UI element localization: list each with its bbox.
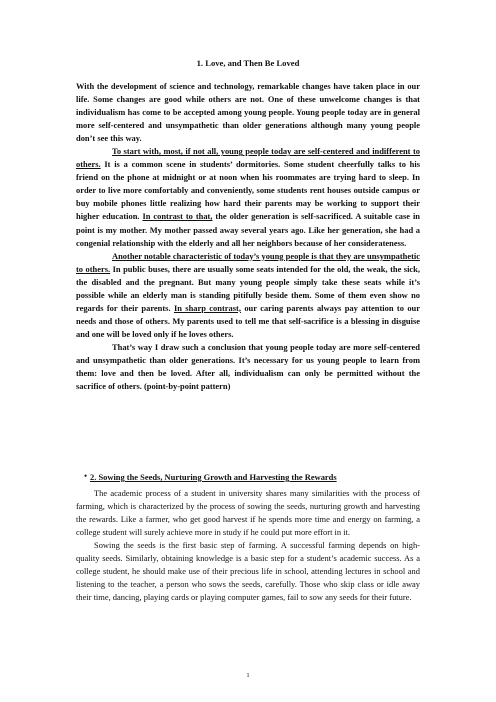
page-number: 1 [246, 672, 250, 679]
section-2-paragraph-1: The academic process of a student in university shares many similarities with the process of farming, which is characterized by the process of sowing the seeds, nurturing growth and harvesting the rewards. Like a farmer, who get good harvest if he spends more time and energy on farming, a college student will surely achieve more in study if he could put more effort in it. [76, 488, 420, 537]
body-paragraph-1 [76, 145, 420, 249]
paragraph-text: It is a common scene in students’ dormitories. Some student cheerfully talks to his friend on the phone at midnight or at noon when his roommates are trying hard to sleep. In order to live more comfortably and conveniently, some students rent houses outside campus or buy mobile phones little realizing how hard their parents may be working to support their higher education. [76, 159, 420, 222]
paragraph-text: our caring parents always pay attention to our needs and those of others. My parents used to tell me that self-sacrifice is a blessing in disguise and one will be loved only if he loves others. [76, 302, 420, 339]
intro-paragraph: With the development of science and technology, remarkable changes have taken place in our life. Some changes are good while others are not. One of these unwelcome changes is that individualism has come to be accepted among young people. Young people today are in general more self-centered and unsympathetic than older generations although many young people don’t see this way. [76, 81, 420, 144]
transition-phrase: In sharp contrast, [173, 302, 241, 313]
essay-body [76, 80, 420, 393]
section-2-body [76, 487, 420, 604]
bullet-icon: • [84, 471, 88, 481]
topic-sentence: Another notable characteristic of today’s young people is that they are unsympathetic to others. [76, 250, 420, 274]
transition-phrase: In contrast to that, [142, 211, 213, 222]
section-heading: 2. Sowing the Seeds, Nurturing Growth and Harvesting the Rewards [90, 472, 337, 482]
section-2-paragraph-2: Sowing the seeds is the first basic step of farming. A successful farming depends on high-quality seeds. Similarly, obtaining knowledge is a basic step for a student’s academic success. As a college student, he should make use of their precious life in school, attending lectures in school and listening to the teacher, a person who sows the seeds, carefully. Those who skip class or idle away their time, dancing, playing cards or playing computer games, fail to sow any seeds for their future. [76, 539, 420, 602]
conclusion-paragraph: That’s way I draw such a conclusion that young people today are more self-centered and unsympathetic than older generations. It’s necessary for us young people to learn from them: love and then be loved. After all, individualism can only be permitted without the sacrifice of others. (point-by-point pattern) [76, 341, 420, 392]
body-paragraph-2 [76, 250, 420, 341]
paragraph-text: In public buses, there are usually some seats intended for the old, the weak, the sick, the disabled and the pregnant. But many young people simply take these seats while it’s possible while an elderly man is standing pitifully beside them. Some of them even show no regards for their parents. [76, 263, 420, 313]
essay-title: 1. Love, and Then Be Loved [196, 58, 300, 68]
paragraph-text: the older generation is self-sacrificed. A suitable case in point is my mother. My mother passed away several years ago. Like her generation, she had a congenial relationship with the elderly and all her neighbors because of her considerateness. [76, 211, 420, 248]
topic-sentence: To start with, most, if not all, young people today are self-centered and indifferent to others. [76, 146, 420, 170]
